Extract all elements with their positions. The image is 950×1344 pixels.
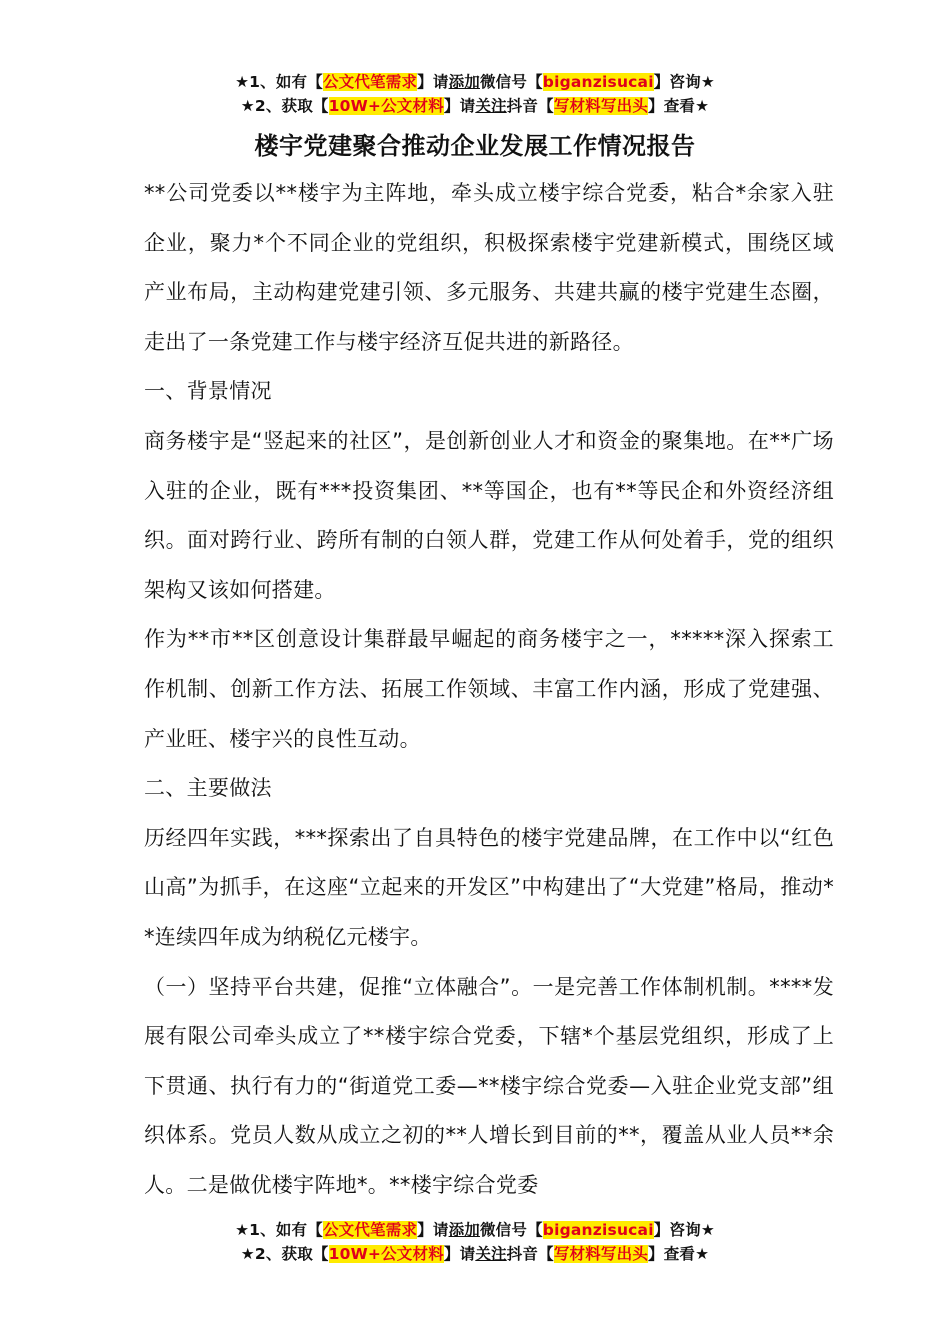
promo-text: 】请 [443,97,476,115]
promo-text: 】咨询★ [653,73,715,91]
promo-banner-top [0,70,950,118]
paragraph-practices-2: （一）坚持平台共建，促推“立体融合”。一是完善工作体制机制。****发展有限公司牵头成立了**楼宇综合党委，下辖*个基层党组织，形成了上下贯通、执行有力的“街道党工委—**楼宇综合党委—入驻企业党支部”组织体系。党员人数从成立之初的**人增长到目前的**，覆盖从业人员**余人。二是做优楼宇阵地*。**楼宇综合党委 [144,974,834,1197]
promo-banner-bottom [0,1218,950,1266]
promo-highlight-douyin-id: 写材料写出头 [553,1245,649,1263]
paragraph-practices-1: 历经四年实践，***探索出了自具特色的楼宇党建品牌，在工作中以“红色山高”为抓手，在这座“立起来的开发区”中构建出了“大党建”格局，推动**连续四年成为纳税亿元楼宇。 [144,825,834,949]
promo-text: 】请 [417,73,449,91]
promo-text: 】请 [443,1245,476,1263]
promo-highlight-wechat-id: biganzisucai [542,73,654,91]
paragraph-intro: **公司党委以**楼宇为主阵地，牵头成立楼宇综合党委，粘合*余家入驻企业，聚力*个不同企业的党组织，积极探索楼宇党建新模式，围绕区域产业布局，主动构建党建引领、多元服务、共建共赢的楼宇党建生态圈，走出了一条党建工作与楼宇经济互促共进的新路径。 [144,181,834,354]
promo-text: 微信号【 [479,1221,543,1239]
section-heading-background: 一、背景情况 [144,379,272,404]
paragraph-background-1: 商务楼宇是“竖起来的社区”，是创新创业人才和资金的聚集地。在**广场入驻的企业，既有***投资集团、**等国企，也有**等民企和外资经济组织。面对跨行业、跨所有制的白领人群，党建工作从何处着手，党的组织架构又该如何搭建。 [144,428,834,602]
promo-text: ★2、获取【 [240,1245,329,1263]
section-heading-practices: 二、主要做法 [144,776,272,801]
promo-highlight-materials: 10W+公文材料 [328,97,444,115]
promo-emphasis: 添加 [448,1221,480,1239]
promo-text: ★1、如有【 [235,1221,323,1239]
promo-highlight-wechat-id: biganzisucai [542,1221,654,1239]
promo-highlight-service: 公文代笔需求 [322,1221,418,1239]
promo-line-2 [0,94,950,118]
promo-highlight-service: 公文代笔需求 [322,73,418,91]
promo-highlight-douyin-id: 写材料写出头 [553,97,649,115]
promo-highlight-materials: 10W+公文材料 [328,1245,444,1263]
promo-text: 抖音【 [506,97,554,115]
promo-emphasis: 添加 [448,73,480,91]
promo-text: 】查看★ [648,97,710,115]
promo-line-2 [0,1242,950,1266]
promo-emphasis: 关注 [475,1245,507,1263]
promo-line-1 [0,70,950,94]
document-title: 楼宇党建聚合推动企业发展工作情况报告 [254,132,696,160]
promo-text: 微信号【 [479,73,543,91]
promo-line-1 [0,1218,950,1242]
paragraph-background-2: 作为**市**区创意设计集群最早崛起的商务楼宇之一，*****深入探索工作机制、创新工作方法、拓展工作领域、丰富工作内涵，形成了党建强、产业旺、楼宇兴的良性互动。 [144,627,834,751]
promo-text: 】咨询★ [653,1221,715,1239]
promo-text: ★2、获取【 [240,97,329,115]
document-body [144,169,834,1210]
promo-text: ★1、如有【 [235,73,323,91]
promo-emphasis: 关注 [475,97,507,115]
promo-text: 抖音【 [506,1245,554,1263]
promo-text: 】请 [417,1221,449,1239]
promo-text: 】查看★ [648,1245,710,1263]
